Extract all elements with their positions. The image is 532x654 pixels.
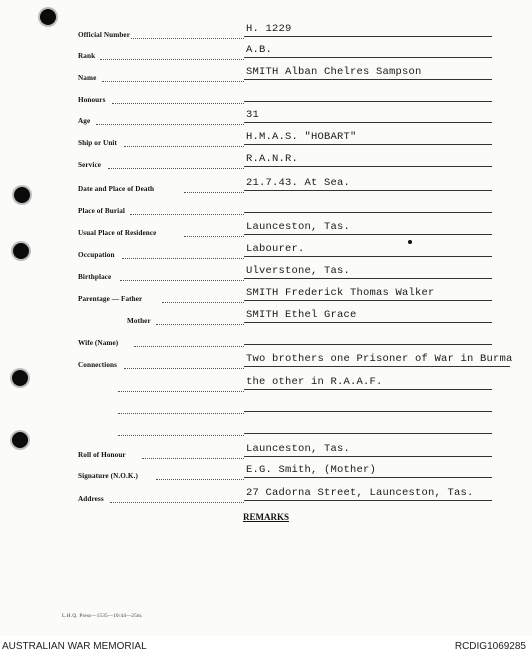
- field-label: Official Number: [78, 31, 131, 39]
- form-row-signature: [0, 463, 532, 483]
- field-value: 27 Cadorna Street, Launceston, Tas.: [246, 487, 474, 499]
- form-row-wife: [0, 330, 532, 350]
- form-row-residence: [0, 220, 532, 240]
- form-row-birthplace: [0, 264, 532, 284]
- form-row-mother: [0, 308, 532, 328]
- form-row-father: [0, 286, 532, 306]
- form-row-rank: [0, 43, 532, 63]
- field-value: SMITH Ethel Grace: [246, 309, 357, 321]
- field-value: the other in R.A.A.F.: [246, 376, 383, 388]
- field-value: Two brothers one Prisoner of War in Burma: [246, 353, 513, 365]
- form-row-age: [0, 108, 532, 128]
- form-row-blank: [0, 397, 532, 417]
- field-label: Rank: [78, 52, 96, 60]
- form-reference: L.H.Q. Press—1535—10/44—25m.: [62, 614, 143, 619]
- form-row-ship-or-unit: [0, 130, 532, 150]
- form-row-date-place-of-death: [0, 176, 532, 196]
- field-value: E.G. Smith, (Mother): [246, 464, 377, 476]
- form-row-blank: [0, 419, 532, 439]
- field-value: Launceston, Tas.: [246, 221, 351, 233]
- field-label: Birthplace: [78, 273, 112, 281]
- field-value: Launceston, Tas.: [246, 443, 351, 455]
- form-row-connections: [0, 352, 532, 372]
- field-value: SMITH Frederick Thomas Walker: [246, 287, 435, 299]
- field-label: Honours: [78, 96, 106, 104]
- form-row-roll-of-honour: [0, 442, 532, 462]
- field-value: Labourer.: [246, 243, 305, 255]
- field-label: Place of Burial: [78, 207, 126, 215]
- record-id: RCDIG1069285: [454, 641, 526, 652]
- field-value: 31: [246, 109, 260, 121]
- field-label: Wife (Name): [78, 339, 119, 347]
- field-value: R.A.N.R.: [246, 153, 299, 165]
- form-row-occupation: [0, 242, 532, 262]
- field-label: Signature (N.O.K.): [78, 472, 138, 480]
- archive-name: AUSTRALIAN WAR MEMORIAL: [2, 641, 147, 652]
- field-value: Ulverstone, Tas.: [246, 265, 351, 277]
- form-row-name: [0, 65, 532, 85]
- field-label: Address: [78, 495, 104, 503]
- form-row-service: [0, 152, 532, 172]
- form-row-official-number: [0, 22, 532, 42]
- field-label: Roll of Honour: [78, 451, 126, 459]
- field-label: Service: [78, 161, 102, 169]
- archive-footer: [0, 636, 532, 654]
- field-label: Name: [78, 74, 97, 82]
- form-row-place-of-burial: [0, 198, 532, 218]
- field-value: 21.7.43. At Sea.: [246, 177, 351, 189]
- field-value: H.M.A.S. "HOBART": [246, 131, 357, 143]
- form-row-connections-cont: [0, 375, 532, 395]
- field-label: Usual Place of Residence: [78, 229, 157, 237]
- field-label: Mother: [127, 317, 151, 325]
- field-label: Age: [78, 117, 91, 125]
- field-label: Occupation: [78, 251, 115, 259]
- field-value: SMITH Alban Chelres Sampson: [246, 66, 422, 78]
- field-label: Parentage — Father: [78, 295, 143, 303]
- field-label: Ship or Unit: [78, 139, 118, 147]
- field-value: H. 1229: [246, 23, 292, 35]
- field-value: A.B.: [246, 44, 273, 56]
- form-row-honours: [0, 87, 532, 107]
- remarks-heading: REMARKS: [242, 512, 289, 522]
- field-label: Connections: [78, 361, 118, 369]
- field-label: Date and Place of Death: [78, 185, 155, 193]
- form-row-address: [0, 486, 532, 506]
